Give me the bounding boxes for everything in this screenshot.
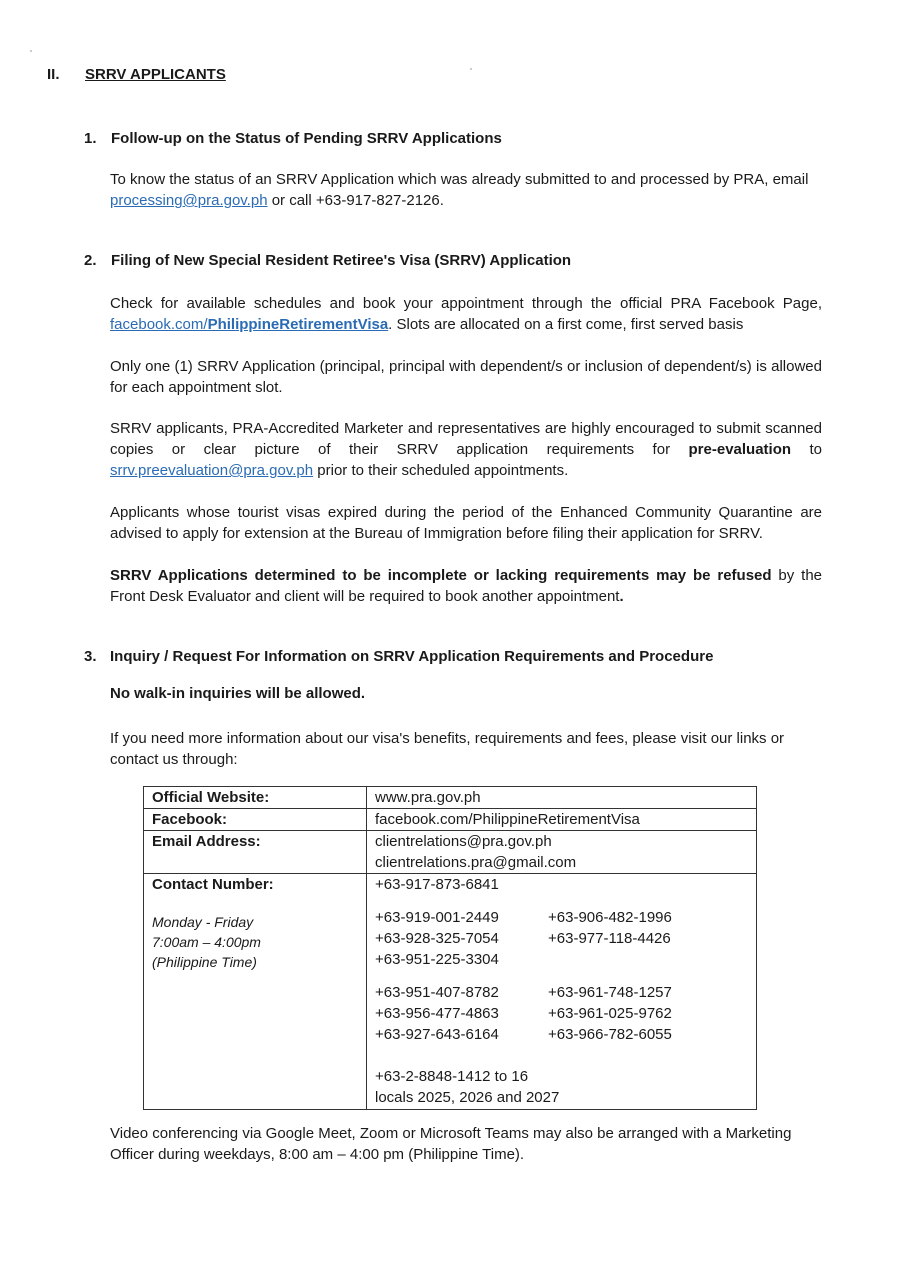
item2-p5-text: by the Front Desk Evaluator and client will be required to book another appointment <box>110 567 822 605</box>
pre-evaluation-label: pre-evaluation <box>688 441 792 458</box>
item1-title: Follow-up on the Status of Pending SRRV Applications <box>111 130 502 147</box>
item2-p3-line-c: prior to their scheduled appointments. <box>313 462 569 479</box>
contact-number-row <box>144 874 757 1110</box>
item1-text-a: To know the status of an SRRV Application which was already submitted to and processed by PRA, email <box>110 171 809 188</box>
phone-number: +63-928-325-7054 <box>375 930 499 947</box>
email-value-2[interactable]: clientrelations.pra@gmail.com <box>375 854 577 871</box>
contact-table <box>143 786 757 1110</box>
facebook-label: Facebook: <box>144 809 367 831</box>
website-value[interactable]: www.pra.gov.ph <box>367 787 757 809</box>
facebook-value[interactable]: facebook.com/PhilippineRetirementVisa <box>367 809 757 831</box>
phone-number: +63-961-025-9762 <box>548 1005 672 1022</box>
phone-number: +63-977-118-4426 <box>548 930 671 947</box>
landline-number: +63-2-8848-1412 to 16 <box>375 1068 529 1085</box>
item1-paragraph <box>110 169 822 211</box>
facebook-link-domain: facebook.com/ <box>110 316 208 333</box>
facebook-page-link[interactable] <box>110 316 388 333</box>
phone-number: +63-927-643-6164 <box>375 1026 499 1043</box>
email-value-1[interactable]: clientrelations@pra.gov.ph <box>375 833 552 850</box>
item2-title: Filing of New Special Resident Retiree's Visa (SRRV) Application <box>111 252 572 269</box>
item2-p3-line-a: SRRV applicants, PRA-Accredited Marketer and representatives are highly encouraged to submit scanned <box>110 420 822 437</box>
website-label: Official Website: <box>144 787 367 809</box>
landline-locals: locals 2025, 2026 and 2027 <box>375 1089 560 1106</box>
phone-group-2 <box>375 982 748 1045</box>
main-number: +63-917-873-6841 <box>375 876 499 893</box>
item2-p1-line-b: . Slots are allocated on a first come, first served basis <box>388 316 744 333</box>
email-values <box>367 831 757 874</box>
website-row <box>144 787 757 809</box>
schedule-hours: 7:00am – 4:00pm <box>152 934 261 950</box>
phone-group-1 <box>375 907 748 970</box>
item3-intro: If you need more information about our visa's benefits, requirements and fees, please visit our links or contact us through: <box>110 730 785 768</box>
preevaluation-email-link[interactable]: srrv.preevaluation@pra.gov.ph <box>110 462 314 479</box>
phone-number: +63-906-482-1996 <box>548 909 672 926</box>
item2-number: 2. <box>84 252 97 269</box>
office-hours <box>152 912 358 972</box>
item2-p5-end: . <box>619 588 624 605</box>
item1-text-b: or call +63-917-827-2126. <box>267 192 444 209</box>
phone-number: +63-956-477-4863 <box>375 1005 499 1022</box>
item3-title: Inquiry / Request For Information on SRRV Application Requirements and Procedure <box>110 648 714 665</box>
item2-p3-line-b2: to <box>791 441 822 458</box>
email-row <box>144 831 757 874</box>
facebook-link-path: PhilippineRetirementVisa <box>207 316 389 333</box>
item2-paragraph-3 <box>110 418 822 481</box>
item2-paragraph-1 <box>110 293 822 335</box>
item2-paragraph-5 <box>110 565 822 607</box>
item2-p5-bold: SRRV Applications determined to be incomplete or lacking requirements may be refused <box>110 567 772 584</box>
scan-speck <box>470 68 472 70</box>
facebook-row <box>144 809 757 831</box>
phone-number: +63-951-407-8782 <box>375 984 499 1001</box>
section-number: II. <box>47 66 60 83</box>
phone-number: +63-966-782-6055 <box>548 1026 672 1043</box>
phone-number: +63-961-748-1257 <box>548 984 672 1001</box>
contact-number-label: Contact Number: <box>152 876 274 893</box>
item3-number: 3. <box>84 648 97 665</box>
item2-p1-line-a: Check for available schedules and book your appointment through the official PRA Facebook Page, <box>110 295 822 312</box>
video-conferencing-note: Video conferencing via Google Meet, Zoom or Microsoft Teams may also be arranged with a Marketing Officer during weekdays, 8:00 am – 4:00 pm (Philippine Time). <box>110 1125 792 1163</box>
contact-number-cell <box>144 874 367 1110</box>
schedule-days: Monday - Friday <box>152 914 254 930</box>
section-title: SRRV APPLICANTS <box>85 66 226 83</box>
contact-number-values <box>367 874 757 1110</box>
item1-number: 1. <box>84 130 97 147</box>
schedule-timezone: (Philippine Time) <box>152 954 257 970</box>
email-label: Email Address: <box>144 831 367 874</box>
item2-paragraph-4: Applicants whose tourist visas expired during the period of the Enhanced Community Quarantine are advised to apply for extension at the Bureau of Immigration before filing their application for SRRV. <box>110 504 822 542</box>
processing-email-link[interactable]: processing@pra.gov.ph <box>110 192 268 209</box>
phone-number: +63-919-001-2449 <box>375 909 499 926</box>
phone-number: +63-951-225-3304 <box>375 951 499 968</box>
no-walk-in-notice: No walk-in inquiries will be allowed. <box>110 685 366 702</box>
item2-paragraph-2: Only one (1) SRRV Application (principal, principal with dependent/s or inclusion of dependent/s) is allowed for each appointment slot. <box>110 358 822 396</box>
scan-speck <box>30 50 32 52</box>
item2-p3-line-b1: copies or clear picture of their SRRV application requirements for <box>110 441 689 458</box>
